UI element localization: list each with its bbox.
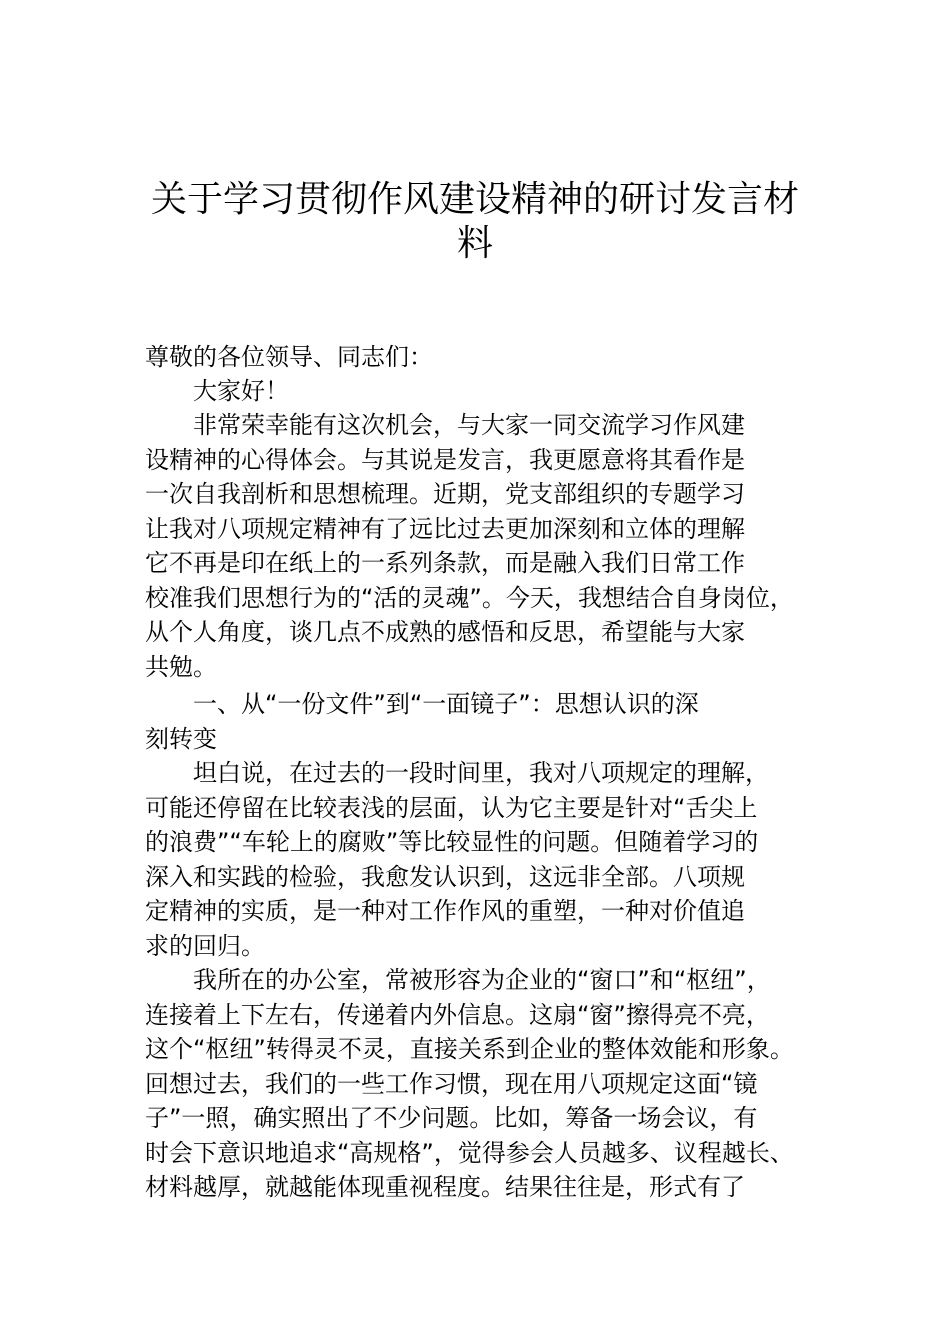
body-line: 回想过去，我们的一些工作习惯，现在用八项规定这面“镜 [145, 1070, 758, 1098]
body-line: 连接着上下左右，传递着内外信息。这扇“窗”擦得亮不亮， [145, 1001, 770, 1029]
body-line: 我所在的办公室，常被形容为企业的“窗口”和“枢纽”， [145, 966, 771, 994]
body-line: 让我对八项规定精神有了远比过去更加深刻和立体的理解 [145, 515, 745, 543]
body-line: 时会下意识地追求“高规格”，觉得参会人员越多、议程越长、 [145, 1139, 794, 1167]
section-heading: 一、从“一份文件”到“一面镜子”：思想认识的深 [145, 690, 699, 718]
section-heading: 刻转变 [145, 725, 217, 753]
body-line: 可能还停留在比较表浅的层面，认为它主要是针对“舌尖上 [145, 794, 758, 822]
body-line: 设精神的心得体会。与其说是发言，我更愿意将其看作是 [145, 446, 745, 474]
document-title-line-1: 关于学习贯彻作风建设精神的研讨发言材 [150, 179, 799, 220]
body-line: 这个“枢纽”转得灵不灵，直接关系到企业的整体效能和形象。 [145, 1035, 794, 1063]
body-line: 它不再是印在纸上的一系列条款，而是融入我们日常工作 [145, 549, 745, 577]
body-line: 材料越厚，就越能体现重视程度。结果往往是，形式有了 [145, 1173, 745, 1201]
body-line: 坦白说，在过去的一段时间里，我对八项规定的理解， [145, 759, 769, 787]
salutation: 尊敬的各位领导、同志们： [145, 343, 433, 371]
body-line: 求的回归。 [145, 932, 265, 960]
greeting: 大家好！ [145, 377, 289, 405]
document-title-line-2: 料 [456, 223, 493, 264]
body-line: 子”一照，确实照出了不少问题。比如，筹备一场会议，有 [145, 1104, 758, 1132]
body-line: 从个人角度，谈几点不成熟的感悟和反思，希望能与大家 [145, 618, 745, 646]
body-line: 一次自我剖析和思想梳理。近期，党支部组织的专题学习 [145, 480, 745, 508]
body-line: 非常荣幸能有这次机会，与大家一同交流学习作风建 [145, 411, 745, 439]
body-line: 的浪费”“车轮上的腐败”等比较显性的问题。但随着学习的 [145, 828, 759, 856]
body-line: 校准我们思想行为的“活的灵魂”。今天，我想结合自身岗位， [145, 584, 794, 612]
body-line: 定精神的实质，是一种对工作作风的重塑，一种对价值追 [145, 897, 745, 925]
body-line: 共勉。 [145, 653, 217, 681]
body-line: 深入和实践的检验，我愈发认识到，这远非全部。八项规 [145, 863, 745, 891]
